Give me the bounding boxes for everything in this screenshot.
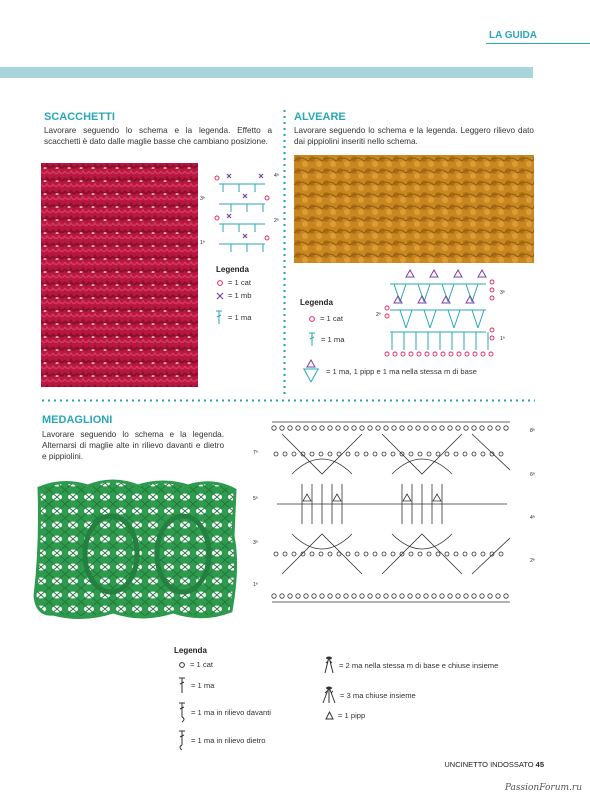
legend-chain: = 1 cat	[216, 278, 251, 287]
chain-stitch-icon	[178, 661, 186, 669]
section-label: LA GUIDA	[489, 30, 537, 41]
three-dc-together-icon	[322, 685, 336, 705]
double-crochet-icon	[214, 309, 224, 325]
legend-front-post-double-crochet: = 1 ma in rilievo davanti	[177, 701, 271, 723]
legend-shell-picot: = 1 ma, 1 pipp e 1 ma nella stessa m di base	[300, 358, 477, 384]
alveare-row-label: 2ª	[376, 312, 381, 318]
watermark: PassionForum.ru	[504, 783, 582, 793]
header-rule	[486, 43, 590, 44]
medaglioni-row-label: 5ª	[253, 496, 258, 502]
front-post-double-crochet-icon	[177, 701, 187, 723]
scacchetti-row-label: 4ª	[274, 173, 279, 179]
alveare-text: Lavorare seguendo lo schema e la legenda. Leggero rilievo dato dai pippiolini inseriti nello schema.	[294, 126, 534, 146]
legend-chain: = 1 cat	[308, 314, 343, 323]
alveare-row-label: 1ª	[500, 336, 505, 342]
scacchetti-row-label: 3ª	[200, 196, 205, 202]
medaglioni-title: MEDAGLIONI	[42, 414, 113, 426]
alveare-row-label: 3ª	[500, 290, 505, 296]
alveare-title: ALVEARE	[294, 111, 346, 123]
alveare-photo	[294, 155, 534, 263]
top-band	[0, 67, 533, 78]
legend-back-post-double-crochet: = 1 ma in rilievo dietro	[177, 729, 266, 751]
page-footer	[444, 760, 544, 769]
medaglioni-row-label: 6ª	[530, 472, 535, 478]
scacchetti-row-label: 1ª	[200, 240, 205, 246]
scacchetti-row-label: 2ª	[274, 218, 279, 224]
scacchetti-title: SCACCHETTI	[44, 111, 115, 123]
chain-stitch-icon	[216, 279, 224, 287]
medaglioni-row-label: 7ª	[253, 450, 258, 456]
two-dc-together-icon	[323, 655, 335, 675]
single-crochet-icon	[216, 292, 224, 300]
alveare-legend-title: Legenda	[300, 298, 333, 307]
picot-icon	[325, 711, 334, 720]
medaglioni-row-label: 2ª	[530, 558, 535, 564]
alveare-chart	[382, 268, 498, 358]
magazine-name: UNCINETTO INDOSSATO	[444, 760, 534, 769]
double-crochet-icon	[177, 676, 187, 694]
legend-double-crochet: = 1 ma	[177, 676, 214, 694]
scacchetti-legend-title: Legenda	[216, 265, 249, 274]
scacchetti-photo	[41, 163, 198, 387]
medaglioni-row-label: 1ª	[253, 582, 258, 588]
legend-single-crochet: = 1 mb	[216, 291, 251, 300]
medaglioni-row-label: 8ª	[530, 428, 535, 434]
legend-3dc-together: = 3 ma chiuse insieme	[322, 685, 416, 705]
medaglioni-chart	[262, 414, 520, 604]
legend-2dc-together: = 2 ma nella stessa m di base e chiuse insieme	[323, 655, 498, 675]
scacchetti-chart	[205, 170, 275, 255]
medaglioni-legend-title: Legenda	[174, 646, 207, 655]
medaglioni-row-label: 4ª	[530, 515, 535, 521]
medaglioni-text: Lavorare seguendo lo schema e la legenda. Alternarsi di maglie alte in rilievo davanti e dietro e pippiolini.	[42, 430, 224, 461]
scacchetti-text: Lavorare seguendo lo schema e la legenda. Effetto a scacchetti è dato dalle maglie basse che cambiano posizione.	[44, 126, 272, 146]
chain-stitch-icon	[308, 315, 316, 323]
back-post-double-crochet-icon	[177, 729, 187, 751]
legend-double-crochet: = 1 ma	[214, 309, 251, 325]
double-crochet-icon	[307, 331, 317, 347]
medaglioni-row-label: 3ª	[253, 540, 258, 546]
legend-picot: = 1 pipp	[325, 711, 365, 720]
section-divider	[40, 399, 535, 402]
section-divider	[283, 108, 286, 398]
shell-picot-icon	[300, 358, 322, 384]
legend-double-crochet: = 1 ma	[307, 331, 344, 347]
legend-chain: = 1 cat	[178, 660, 213, 669]
page-number: 45	[535, 760, 544, 769]
medaglioni-photo	[33, 476, 239, 622]
